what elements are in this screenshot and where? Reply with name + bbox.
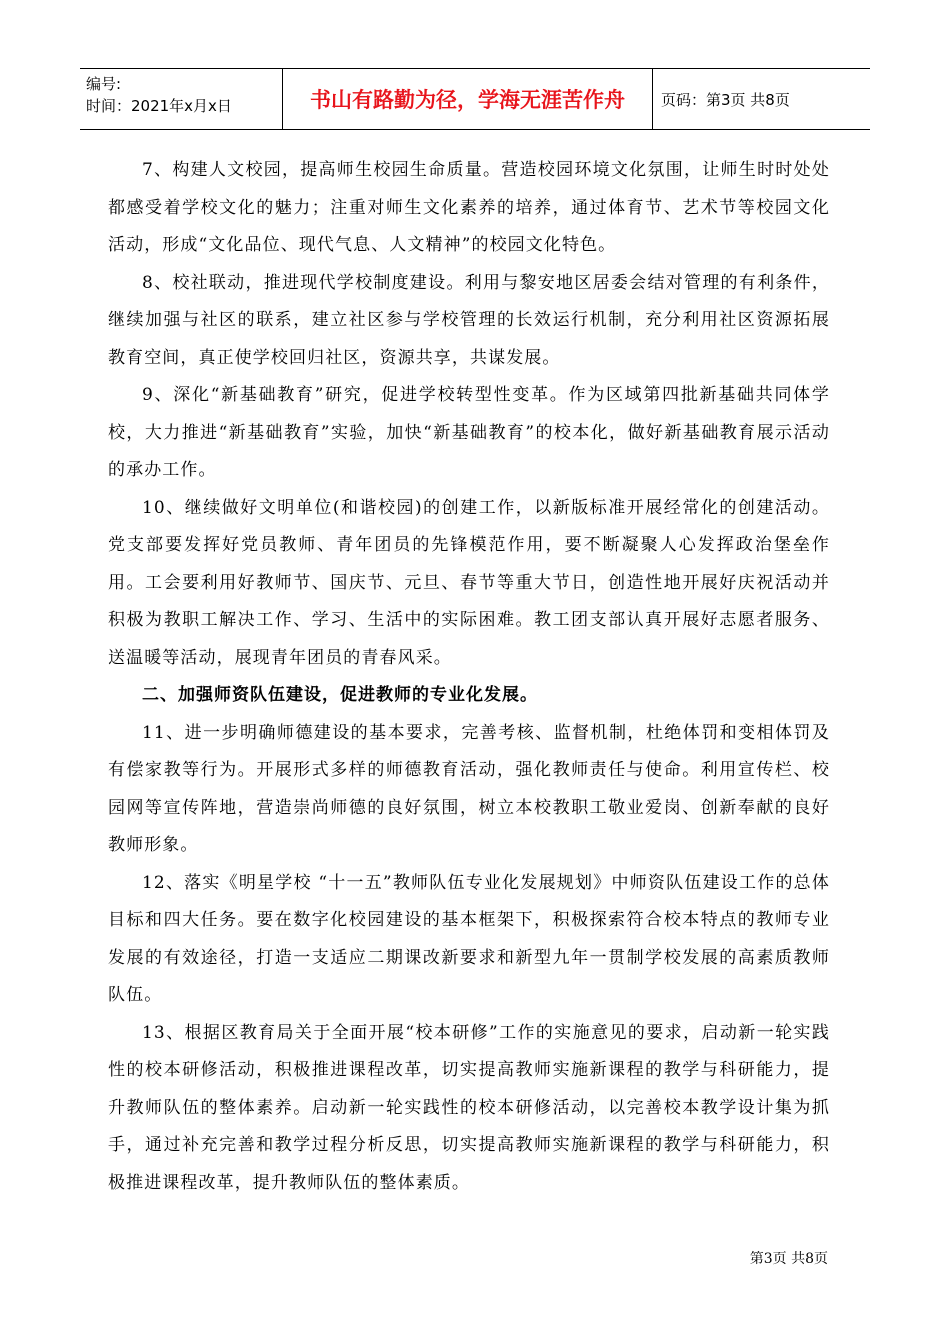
number-label: 编号: <box>86 75 122 93</box>
paragraph-7: 7、构建人文校园，提高师生校园生命质量。营造校园环境文化氛围，让师生时时处处都感受着学校文化的魅力；注重对师生文化素养的培养，通过体育节、艺术节等校园文化活动，形成“文化品位、现代气息、人文精神”的校园文化特色。 <box>108 160 830 255</box>
section-heading: 二、加强师资队伍建设，促进教师的专业化发展。 <box>142 685 538 705</box>
header-page-label: 页码：第3页 共8页 <box>661 90 790 109</box>
page-header <box>80 68 870 130</box>
paragraph-13: 13、根据区教育局关于全面开展“校本研修”工作的实施意见的要求，启动新一轮实践性的校本研修活动，积极推进课程改革，切实提高教师实施新课程的教学与科研能力，提升教师队伍的整体素养。启动新一轮实践性的校本研修活动，以完善校本教学设计集为抓手，通过补充完善和教学过程分析反思，切实提高教师实施新课程的教学与科研能力，积极推进课程改革，提升教师队伍的整体素质。 <box>108 1022 830 1193</box>
paragraph-10: 10、继续做好文明单位(和谐校园)的创建工作，以新版标准开展经常化的创建活动。党支部要发挥好党员教师、青年团员的先锋模范作用，要不断凝聚人心发挥政治堡垒作用。工会要利用好教师节、国庆节、元旦、春节等重大节日，创造性地开展好庆祝活动并积极为教职工解决工作、学习、生活中的实际困难。教工团支部认真开展好志愿者服务、送温暖等活动，展现青年团员的青春风采。 <box>108 497 830 668</box>
paragraph-11: 11、进一步明确师德建设的基本要求，完善考核、监督机制，杜绝体罚和变相体罚及有偿家教等行为。开展形式多样的师德教育活动，强化教师责任与使命。利用宣传栏、校园网等宣传阵地，营造崇尚师德的良好氛围，树立本校教职工敬业爱岗、创新奉献的良好教师形象。 <box>108 722 830 855</box>
page-footer: 第3页 共8页 <box>749 1251 828 1267</box>
document-body <box>108 152 830 1202</box>
date-label: 时间：2021年x月x日 <box>86 97 232 115</box>
header-motto: 书山有路勤为径，学海无涯苦作舟 <box>283 69 653 129</box>
paragraph-8: 8、校社联动，推进现代学校制度建设。利用与黎安地区居委会结对管理的有利条件，继续加强与社区的联系，建立社区参与学校管理的长效运行机制，充分利用社区资源拓展教育空间，真正使学校回归社区，资源共享，共谋发展。 <box>108 272 830 368</box>
paragraph-9: 9、深化“新基础教育”研究，促进学校转型性变革。作为区域第四批新基础共同体学校，大力推进“新基础教育”实验，加快“新基础教育”的校本化，做好新基础教育展示活动的承办工作。 <box>108 385 830 480</box>
header-meta <box>80 69 283 129</box>
paragraph-12: 12、落实《明星学校 “十一五”教师队伍专业化发展规划》中师资队伍建设工作的总体目标和四大任务。要在数字化校园建设的基本框架下，积极探索符合校本特点的教师专业发展的有效途径，打造一支适应二期课改新要求和新型九年一贯制学校发展的高素质教师队伍。 <box>108 872 830 1005</box>
